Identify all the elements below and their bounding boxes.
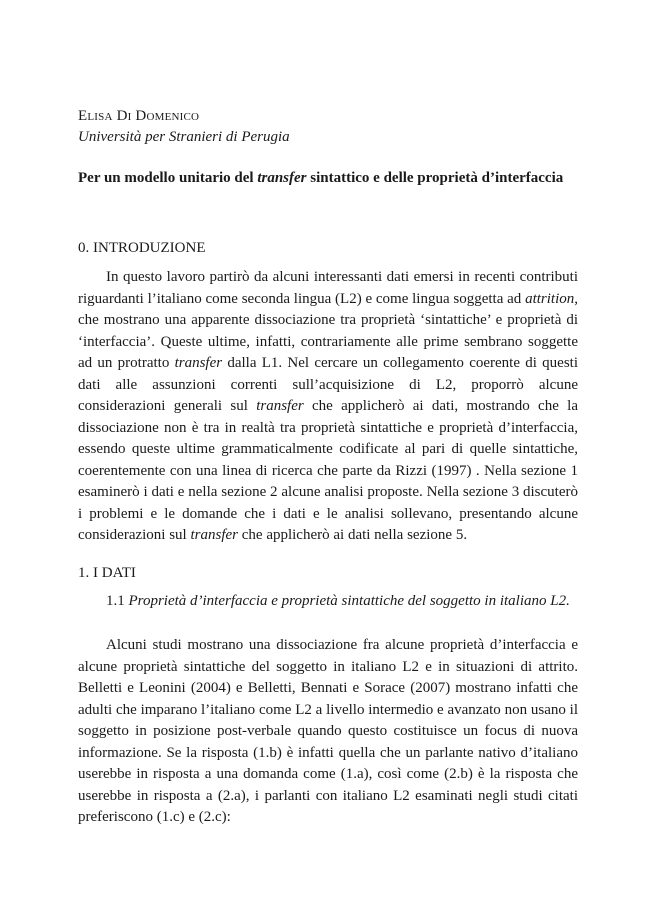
author-last-name: Di Domenico [116,108,200,124]
title-emphasis: transfer [257,170,307,186]
title-part-2: sintattico e delle proprietà d’interfaccia [306,170,564,186]
subsection-number: 1.1 [106,593,129,609]
paper-title [78,170,578,187]
p1-em-transfer-1: transfer [174,355,223,371]
p1-em-transfer-2: transfer [256,398,304,414]
p1-text-c: dalla L1. Nel cercare un collegamento coerente di questi dati alle assunzioni correnti sull’acquisizione di L2, proporrò alcune considerazioni generali sul [78,355,578,414]
section-heading-dati: 1. I DATI [78,565,136,581]
author-first-name: Elisa [78,108,113,124]
subsection-heading-1-1 [78,591,578,613]
subsection-title: Proprietà d’interfaccia e proprietà sintattiche del soggetto in italiano L2. [128,593,570,609]
section-heading-introduzione: 0. INTRODUZIONE [78,240,206,256]
p1-em-attrition: attrition [525,290,575,307]
p2-text: Alcuni studi mostrano una dissociazione fra alcune proprietà d’interfaccia e alcune proprietà sintattiche del soggetto in italiano L2 e in situazioni di attrito. Belletti e Leonini (2004) e Belletti, Bennati e Sorace (2007) mostrano infatti che adulti che imparano l’italiano come L2 a livello intermedio e avanzato non usano il soggetto in posizione post-verbale quando questo costituisce un focus di nuova informazione. Se la risposta (1.b) è infatti quella che un parlante nativo d’italiano userebbe in risposta a una domanda come (1.a), così come (2.b) è la risposta che userebbe in risposta a (2.a), i parlanti con italiano L2 esaminati negli studi citati preferiscono (1.c) e (2.c): [78,637,578,825]
p1-text-a: In questo lavoro partirò da alcuni interessanti dati emersi in recenti contributi riguardanti l’italiano come seconda lingua (L2) e come lingua soggetta ad [78,269,578,307]
p1-text-b: , che mostrano una apparente dissociazione tra proprietà ‘sintattiche’ e proprietà di ‘interfaccia’. Queste ultime, infatti, contrariamente alle prime sembrano soggette ad un protratto [78,290,578,371]
title-part-1: Per un modello unitario del [78,170,258,186]
p1-text-d: che applicherò ai dati, mostrando che la dissociazione non è tra in realtà tra proprietà sintattiche e proprietà d’interfaccia, essendo queste ultime grammaticalmente codificate al pari di quelle sintattiche, coerentemente con una linea di ricerca che parte da Rizzi (1997) . Nella sezione 1 esaminerò i dati e nella sezione 2 alcune analisi proposte. Nella sezione 3 discuterò i problemi e le domande che i dati e le analisi sollevano, presentando alcune considerazioni sul [78,398,579,543]
p1-text-e: che applicherò ai dati nella sezione 5. [238,527,468,543]
paragraph-dati [78,635,578,829]
p1-em-transfer-3: transfer [190,527,238,543]
author-name [78,108,578,125]
paragraph-introduzione [78,267,578,547]
author-affiliation: Università per Stranieri di Perugia [78,129,290,145]
